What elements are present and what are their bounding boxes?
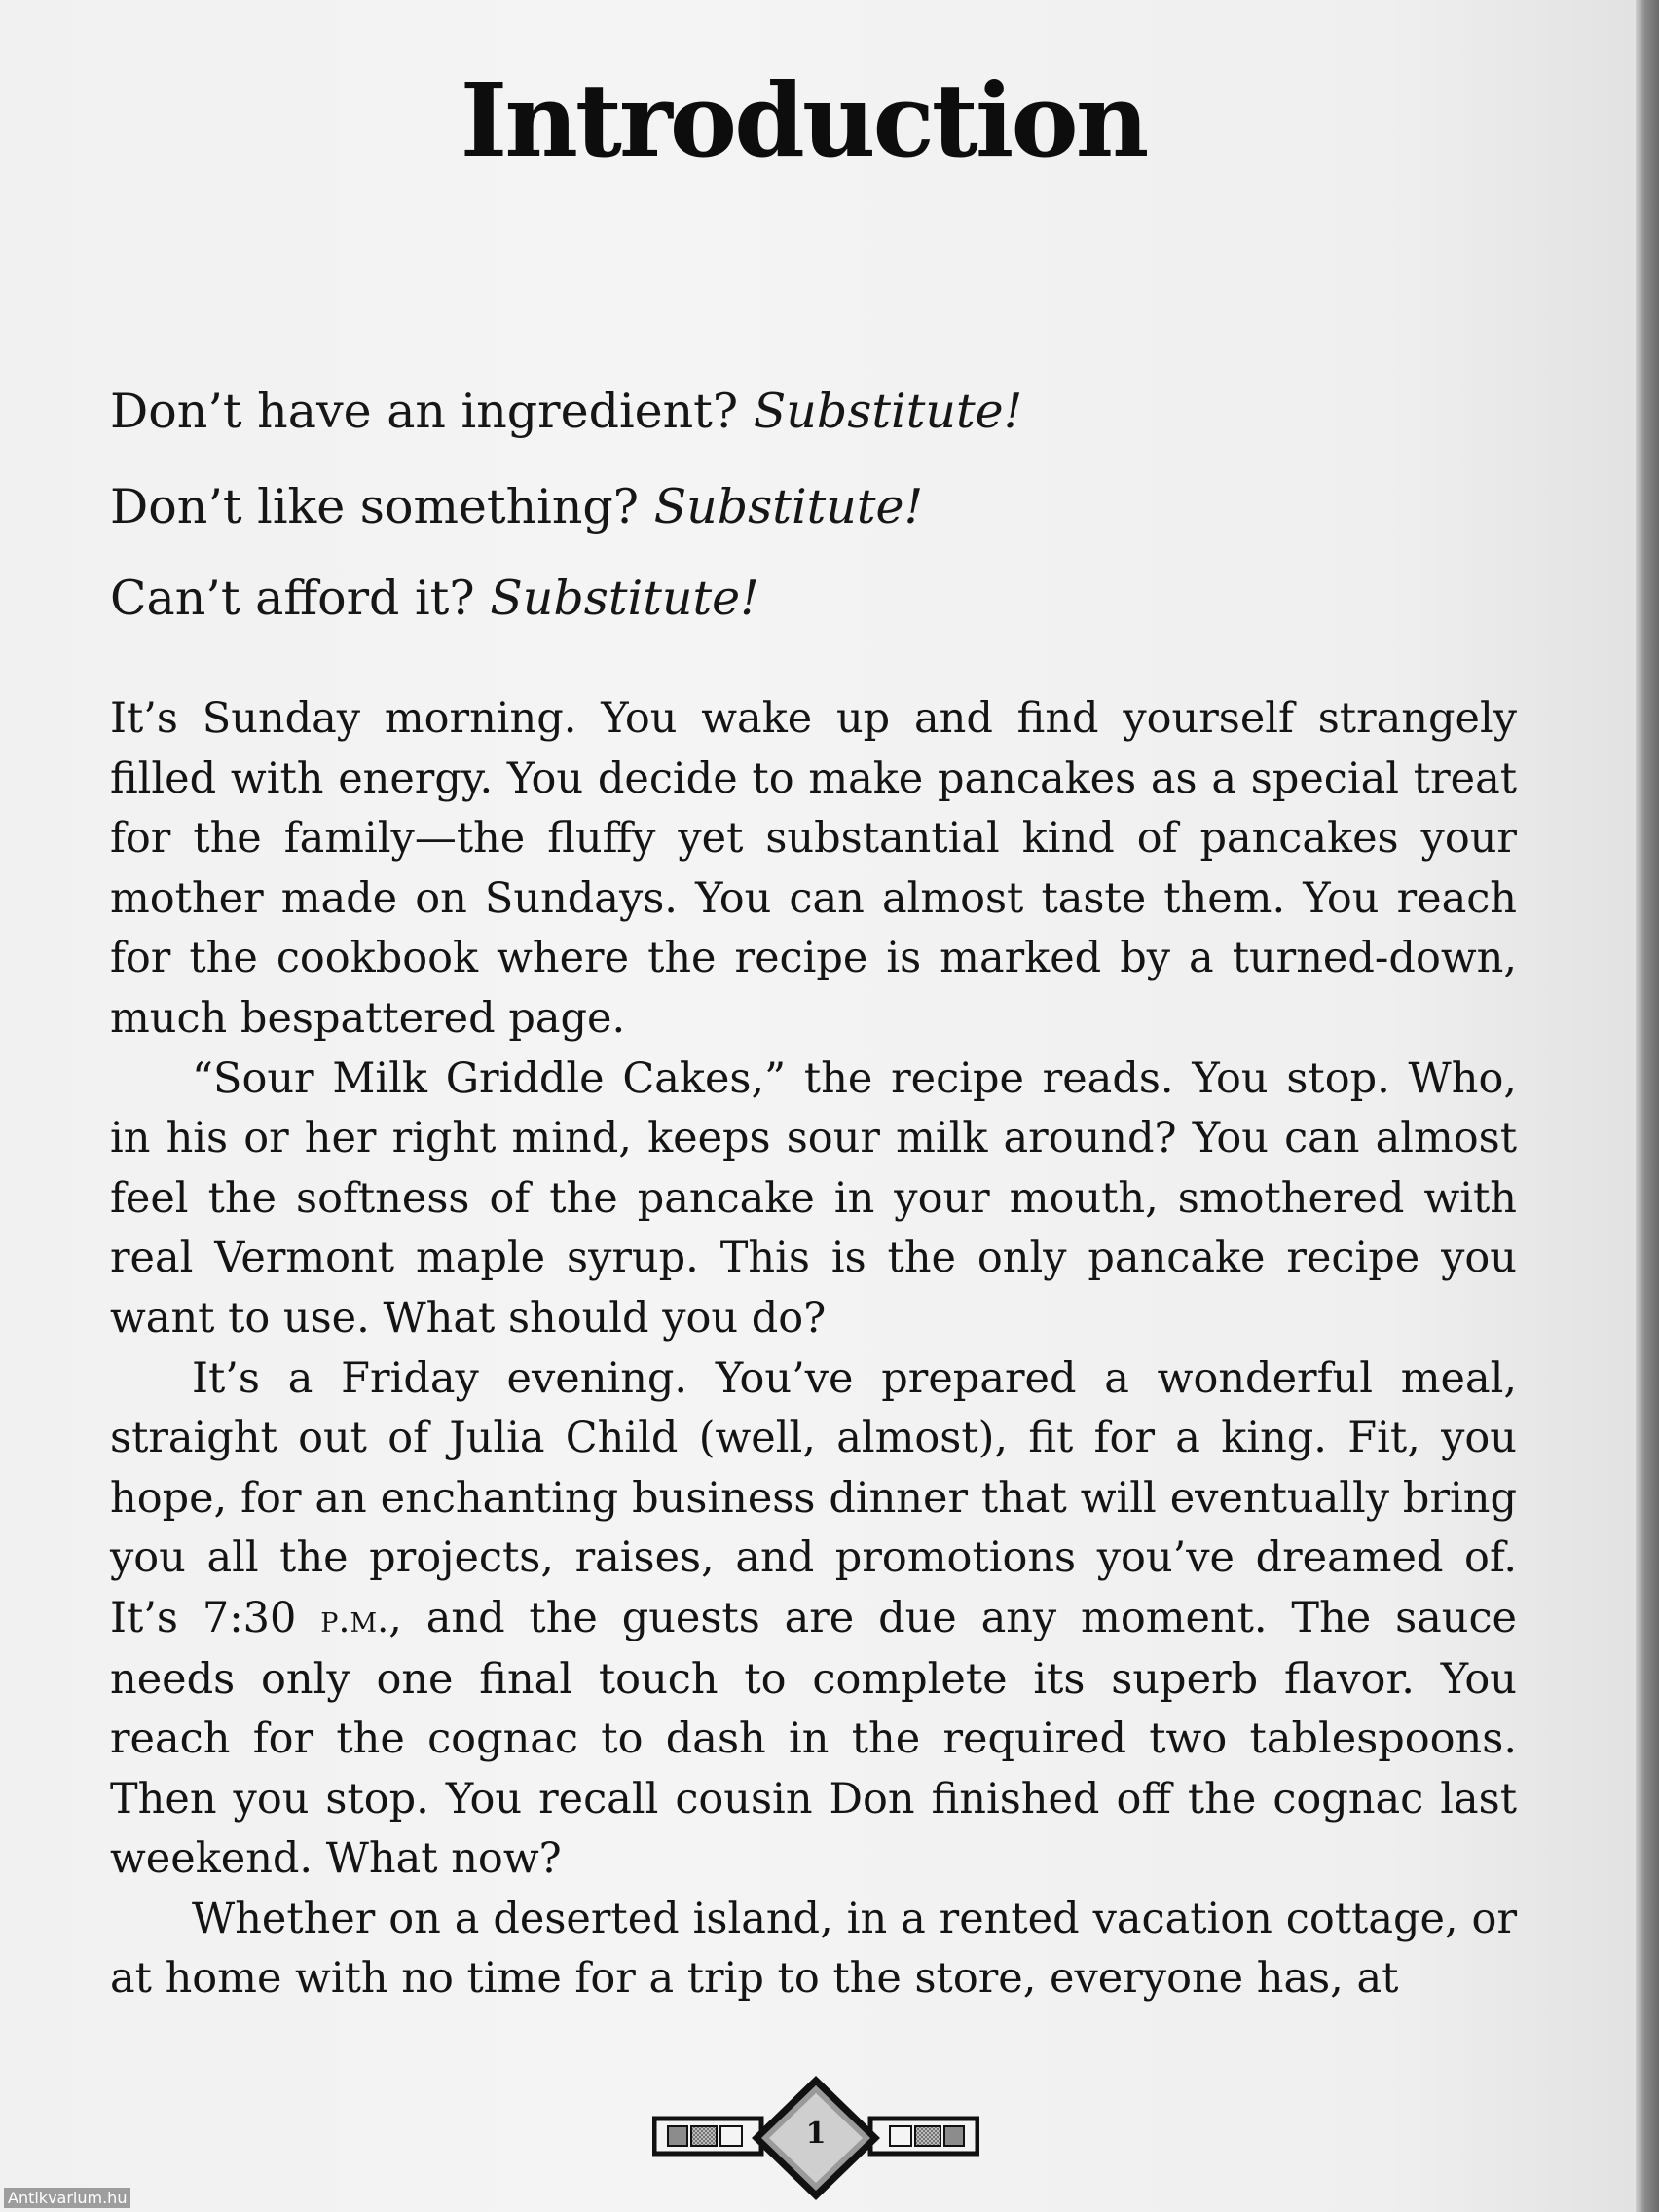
paragraph-3-part-b: , and the guests are due any moment. The sauce needs only one final touch to complete its superb flavor. You reach for the cognac to dash in the required two tablespoons. Then you stop. You recall cousin Don finished off the cognac last weekend. What now? xyxy=(110,1593,1518,1884)
lead-line-2-text: Don’t like something? xyxy=(110,479,654,535)
lead-line-2-emphasis: Substitute! xyxy=(653,479,924,535)
lead-line-1 xyxy=(110,384,1023,439)
paragraph-3 xyxy=(110,1349,1517,1890)
lead-line-3-text: Can’t afford it? xyxy=(110,571,491,626)
paragraph-3-part-a: It’s a Friday evening. You’ve prepared a wonderful meal, straight out of Julia Child (well, almost), fit for a king. Fit, you hope, for an enchanting business dinner that will eventually bring you all the projects, raises, and promotions you’ve dreamed of. It’s 7:30 xyxy=(110,1353,1517,1642)
paragraph-4: Whether on a deserted island, in a rented vacation cottage, or at home with no time for a trip to the store, everyone has, at xyxy=(110,1894,1517,2004)
lead-line-1-text: Don’t have an ingredient? xyxy=(110,384,754,439)
lead-line-1-emphasis: Substitute! xyxy=(753,384,1023,439)
watermark-logo: Antikvarium.hu xyxy=(4,2188,130,2208)
paragraph-2: “Sour Milk Griddle Cakes,” the recipe reads. You stop. Who, in his or her right mind, keeps sour milk around? You can almost feel the softness of the pancake in your mouth, smothered with real Vermont maple syrup. This is the only pancake recipe you want to use. What should you do? xyxy=(110,1053,1517,1343)
page-number: 1 xyxy=(805,2117,827,2151)
page-number-ornament xyxy=(652,2074,979,2202)
lead-line-3-emphasis: Substitute! xyxy=(490,571,759,626)
lead-line-3 xyxy=(110,571,759,626)
body-text xyxy=(110,689,1517,2009)
paragraph-1: It’s Sunday morning. You wake up and find yourself strangely filled with energy. You decide to make pancakes as a special treat for the family—the fluffy yet substantial kind of pancakes your mother made on Sundays. You can almost taste them. You reach for the cookbook where the recipe is marked by a turned-down, much bespattered page. xyxy=(110,694,1517,1043)
page-title: Introduction xyxy=(460,60,1147,180)
lead-line-2 xyxy=(110,479,924,535)
page-edge-shadow xyxy=(1636,0,1659,2212)
time-suffix: p.m. xyxy=(320,1597,389,1641)
